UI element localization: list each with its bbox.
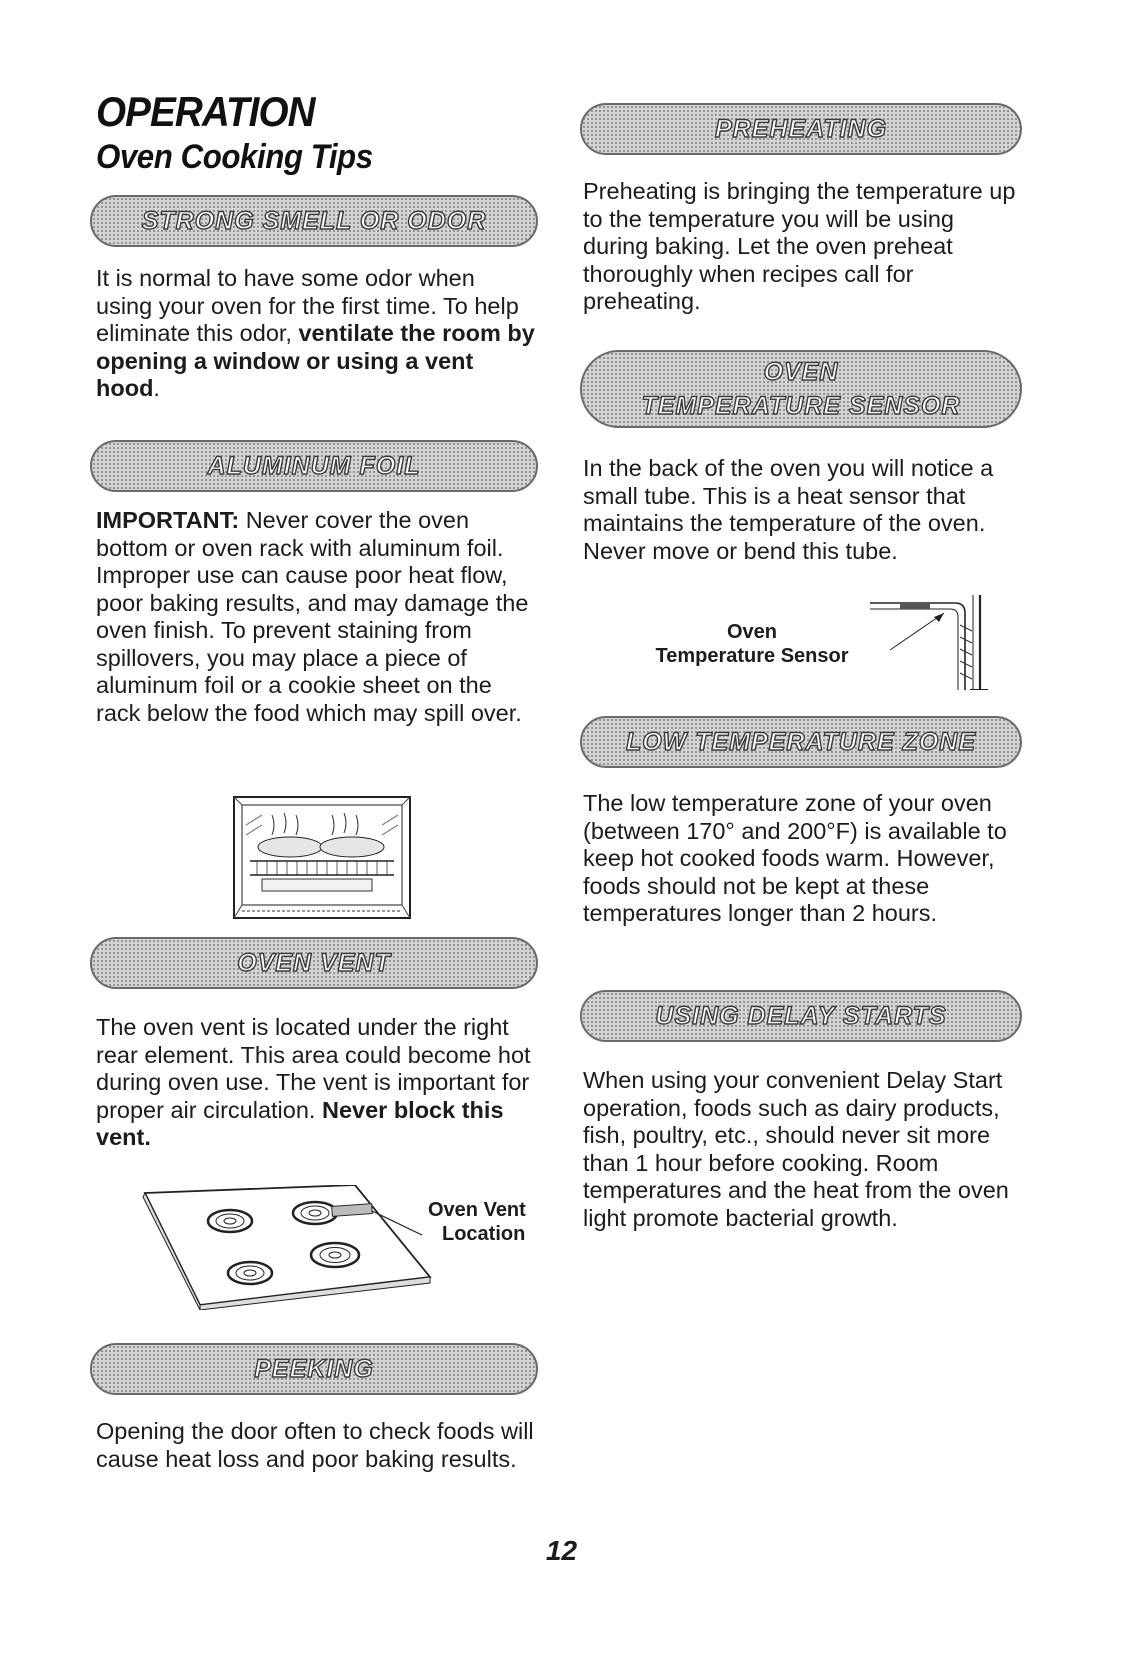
preheating-text: Preheating is bringing the temperature up to the temperature you will be using during baking. Let the oven preheat thoroughly when recipes call for preheating. bbox=[583, 178, 1016, 314]
banner-label: PREHEATING bbox=[714, 114, 888, 143]
banner-oven-temperature-sensor bbox=[580, 350, 1022, 428]
oven-vent-text: The oven vent is located under the right rear element. This area could become hot during oven use. The vent is important for proper air circulation. Never block this vent. bbox=[96, 1014, 531, 1150]
oven-vent-warning: Never block this vent. bbox=[96, 1096, 504, 1150]
banner-label: ALUMINUM FOIL bbox=[207, 451, 421, 480]
oven-interior-illustration bbox=[232, 795, 412, 920]
temp-sensor-text: In the back of the oven you will notice a small tube. This is a heat sensor that maintains the temperature of the oven. Never move or bend this tube. bbox=[583, 455, 994, 564]
banner-preheating bbox=[580, 103, 1022, 155]
banner-strong-smell bbox=[90, 195, 538, 247]
cooktop-vent-illustration bbox=[140, 1185, 440, 1310]
page-title: OPERATION bbox=[96, 88, 315, 135]
banner-label: LOW TEMPERATURE ZONE bbox=[625, 727, 977, 756]
oven-vent-figure-label: Oven Vent Location bbox=[428, 1199, 526, 1245]
page-subtitle: Oven Cooking Tips bbox=[96, 138, 373, 176]
temp-sensor-figure-label: Oven Temperature Sensor bbox=[655, 621, 849, 667]
banner-label: PEEKING bbox=[254, 1354, 374, 1383]
strong-smell-text: It is normal to have some odor when using your oven for the first time. To help eliminate this odor, ventilate the room by opening a window or using a vent hood. bbox=[96, 265, 535, 401]
peeking-text: Opening the door often to check foods will cause heat loss and poor baking results. bbox=[96, 1418, 534, 1472]
banner-delay-starts bbox=[580, 990, 1022, 1042]
strong-smell-bold: ventilate the room by opening a window or using a vent hood bbox=[96, 320, 535, 401]
banner-label-line-2: TEMPERATURE SENSOR bbox=[641, 392, 961, 420]
banner-low-temperature-zone bbox=[580, 716, 1022, 768]
temperature-sensor-illustration bbox=[870, 595, 990, 690]
banner-label: STRONG SMELL OR ODOR bbox=[141, 206, 487, 235]
page-number: 12 bbox=[545, 1535, 578, 1566]
banner-aluminum-foil bbox=[90, 440, 538, 492]
banner-peeking bbox=[90, 1343, 538, 1395]
banner-label-line-1: OVEN bbox=[763, 358, 839, 386]
aluminum-foil-text: IMPORTANT: Never cover the oven bottom or oven rack with aluminum foil. Improper use can cause poor heat flow, poor baking results, and may damage the oven finish. To prevent staining from spillovers, you may place a piece of aluminum foil or a cookie sheet on the rack below the food which may spill over. bbox=[96, 507, 529, 726]
delay-starts-text: When using your convenient Delay Start operation, foods such as dairy products, fish, poultry, etc., should never sit more than 1 hour before cooking. Room temperatures and the heat from the oven light promote bacterial growth. bbox=[583, 1067, 1009, 1231]
banner-oven-vent bbox=[90, 937, 538, 989]
banner-label: OVEN VENT bbox=[237, 948, 391, 977]
important-label: IMPORTANT: bbox=[96, 507, 240, 533]
low-temp-text: The low temperature zone of your oven (between 170° and 200°F) is available to keep hot cooked foods warm. However, foods should not be kept at these temperatures longer than 2 hours. bbox=[583, 790, 1007, 926]
banner-label: USING DELAY STARTS bbox=[655, 1001, 947, 1030]
